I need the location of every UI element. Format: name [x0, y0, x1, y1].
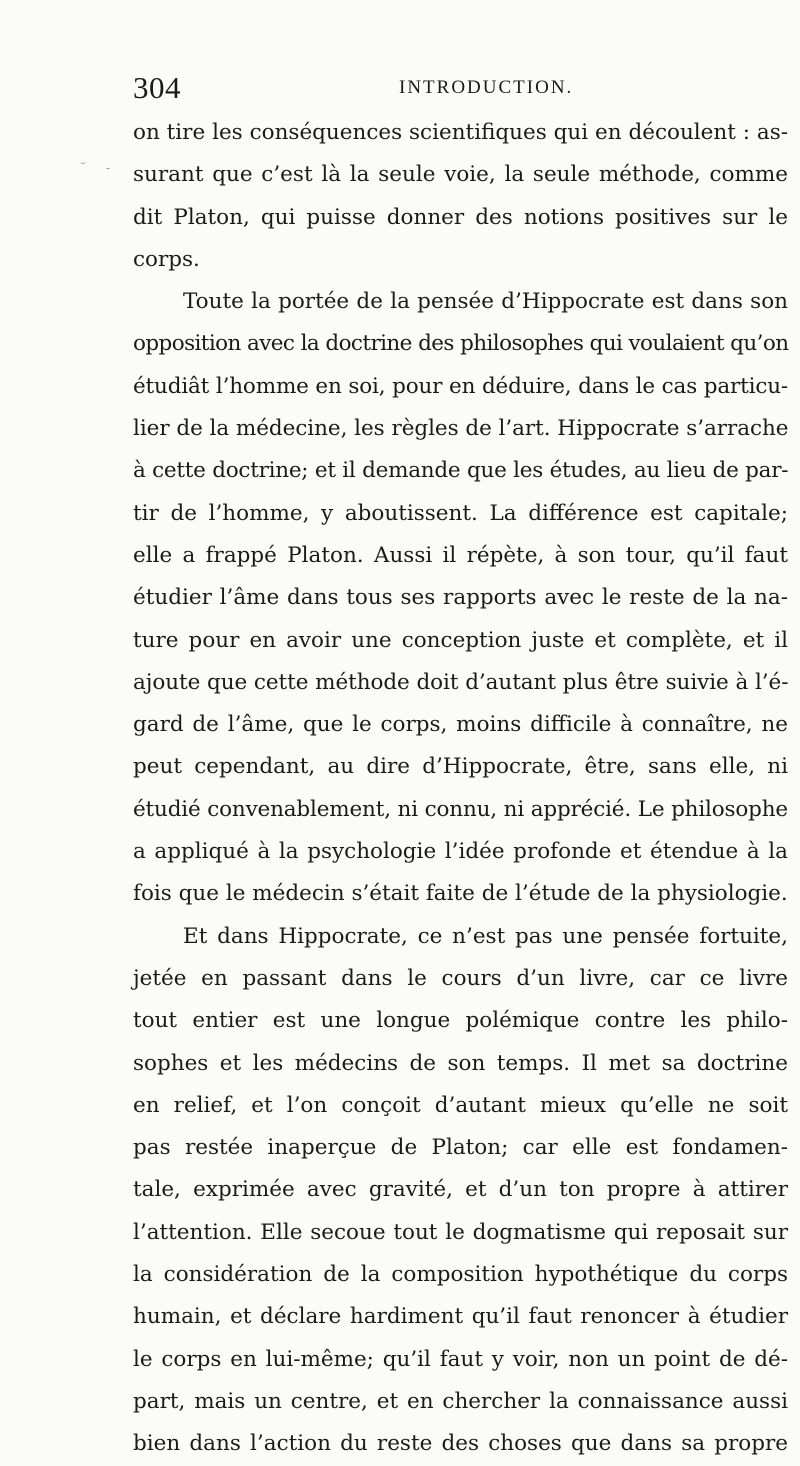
text-line: tout entier est une longue polémique contre les philo- — [133, 1008, 788, 1034]
text-line: la considération de la composition hypothétique du corps — [133, 1262, 788, 1288]
text-line: étudier l’âme dans tous ses rapports avec le reste de la na- — [133, 585, 788, 611]
margin-mark: ˘ - — [80, 161, 119, 175]
text-line: elle a frappé Platon. Aussi il répète, à son tour, qu’il faut — [133, 542, 788, 568]
running-head: INTRODUCTION. — [399, 77, 574, 98]
text-line: bien dans l’action du reste des choses que dans sa propre — [133, 1431, 788, 1457]
text-line: étudiât l’homme en soi, pour en déduire, dans le cas particu- — [133, 373, 788, 399]
text-line: humain, et déclare hardiment qu’il faut renoncer à étudier — [133, 1304, 788, 1330]
text-line: opposition avec la doctrine des philosophes qui voulaient qu’on — [133, 331, 789, 357]
text-line: Et dans Hippocrate, ce n’est pas une pensée fortuite, — [183, 923, 788, 949]
text-line: peut cependant, au dire d’Hippocrate, être, sans elle, ni — [133, 754, 788, 780]
text-line: étudié convenablement, ni connu, ni apprécié. Le philosophe — [133, 796, 788, 822]
text-line: tir de l’homme, y aboutissent. La différence est capitale; — [133, 500, 788, 526]
text-line: jetée en passant dans le cours d’un livre, car ce livre — [133, 965, 788, 991]
text-line: tale, exprimée avec gravité, et d’un ton propre à attirer — [133, 1177, 788, 1203]
text-line: a appliqué à la psychologie l’idée profonde et étendue à la — [133, 839, 788, 865]
text-line: l’attention. Elle secoue tout le dogmatisme qui reposait sur — [133, 1219, 788, 1245]
text-line: ajoute que cette méthode doit d’autant plus être suivie à l’é- — [133, 669, 789, 695]
text-line: Toute la portée de la pensée d’Hippocrate est dans son — [183, 289, 788, 315]
body-text — [133, 112, 788, 1466]
text-line: corps. — [133, 246, 200, 272]
text-line: part, mais un centre, et en chercher la connaissance aussi — [133, 1388, 788, 1414]
text-line: pas restée inaperçue de Platon; car elle est fondamen- — [133, 1135, 788, 1161]
text-line: on tire les conséquences scientifiques qui en découlent : as- — [133, 120, 788, 145]
text-line: gard de l’âme, que le corps, moins difficile à connaître, ne — [133, 712, 788, 738]
text-line: fois que le médecin s’était faite de l’étude de la physiologie. — [133, 881, 788, 907]
text-line: surant que c’est là la seule voie, la seule méthode, comme — [133, 162, 788, 188]
text-line: dit Platon, qui puisse donner des notions positives sur le — [133, 204, 788, 230]
page-number: 304 — [133, 70, 181, 105]
page-header — [133, 70, 733, 110]
text-line: à cette doctrine; et il demande que les études, au lieu de par- — [133, 458, 789, 484]
text-line: sophes et les médecins de son temps. Il met sa doctrine — [133, 1050, 788, 1076]
text-line: ture pour en avoir une conception juste et complète, et il — [133, 627, 788, 653]
text-line: le corps en lui-même; qu’il faut y voir, non un point de dé- — [133, 1346, 788, 1372]
text-line: lier de la médecine, les règles de l’art. Hippocrate s’arrache — [133, 416, 789, 442]
text-line: en relief, et l’on conçoit d’autant mieux qu’elle ne soit — [133, 1092, 788, 1118]
